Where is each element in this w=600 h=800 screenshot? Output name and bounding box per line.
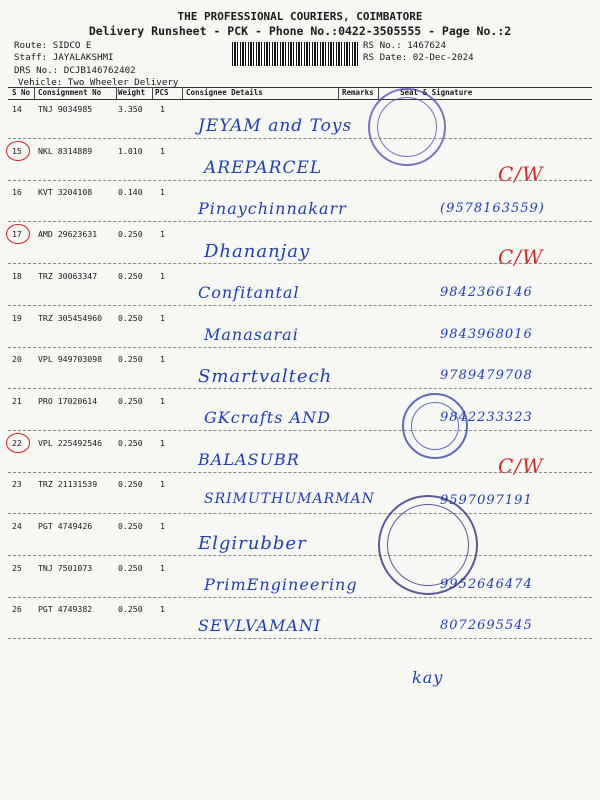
consignment-no-cell: PGT 4749426 [38,521,93,531]
sno-cell: 17 [12,229,22,239]
pcs-cell: 1 [160,521,165,531]
sno-cell: 25 [12,563,22,573]
consignee-handwritten: Smartvaltech [198,366,333,387]
weight-cell: 0.250 [118,521,143,531]
seal-stamp [402,393,468,459]
consignee-handwritten: GKcrafts AND [204,408,331,427]
consignment-no-cell: PRO 17020614 [38,396,98,406]
consignment-no-cell: AMD 29623631 [38,229,98,239]
col-weight: Weight [118,88,146,97]
consignment-no-cell: VPL 949703098 [38,354,103,364]
weight-cell: 0.250 [118,313,143,323]
sno-cell: 16 [12,187,22,197]
consignment-no-cell: TRZ 305454960 [38,313,103,323]
consignee-handwritten: Elgirubber [198,533,307,554]
col-consignment: Consignment No [38,88,102,97]
signature-phone: (9578163559) [440,201,545,216]
weight-cell: 0.250 [118,563,143,573]
weight-cell: 0.250 [118,438,143,448]
rs-date: RS Date: 02-Dec-2024 [363,52,474,64]
weight-cell: 0.250 [118,479,143,489]
company-title: THE PROFESSIONAL COURIERS, COIMBATORE [177,10,423,23]
pcs-cell: 1 [160,187,165,197]
signature-phone: 8072695545 [440,618,533,633]
consignee-handwritten: PrimEngineering [204,575,358,594]
signature-phone: 9842233323 [440,410,533,425]
weight-cell: 0.250 [118,271,143,281]
sno-cell: 19 [12,313,22,323]
consignment-no-cell: PGT 4749382 [38,604,93,614]
consignee-handwritten: Dhananjay [204,241,311,262]
weight-cell: 0.250 [118,229,143,239]
col-pcs: PCS [155,88,169,97]
consignee-handwritten: SRIMUTHUMARMAN [204,491,375,507]
route: Route: SIDCO E [14,40,92,51]
row-divider [8,430,592,431]
row-divider [8,221,592,222]
sno-cell: 20 [12,354,22,364]
remarks-cw: C/W [498,245,544,269]
weight-cell: 3.350 [118,104,143,114]
consignee-handwritten: SEVLVAMANI [198,616,322,635]
seal-stamp [368,88,446,166]
sno-cell: 15 [12,146,22,156]
handwritten-mark: kay [412,668,444,687]
sno-cell: 24 [12,521,22,531]
vehicle: Vehicle: Two Wheeler Delivery [18,77,179,89]
weight-cell: 0.250 [118,396,143,406]
row-divider [8,305,592,306]
weight-cell: 0.250 [118,604,143,614]
consignee-handwritten: AREPARCEL [204,158,323,178]
pcs-cell: 1 [160,438,165,448]
sno-cell: 22 [12,438,22,448]
consignee-handwritten: BALASUBR [198,450,300,469]
col-seal-signature: Seal & Signature [400,88,473,97]
consignee-handwritten: Manasarai [204,325,299,344]
consignment-no-cell: KVT 3204108 [38,187,93,197]
sno-cell: 23 [12,479,22,489]
red-circle-mark [6,433,30,453]
consignee-handwritten: Confitantal [198,283,300,302]
consignment-no-cell: TRZ 30063347 [38,271,98,281]
pcs-cell: 1 [160,104,165,114]
row-divider [8,638,592,639]
col-remarks: Remarks [342,88,374,97]
pcs-cell: 1 [160,271,165,281]
sno-cell: 21 [12,396,22,406]
row-divider [8,263,592,264]
row-divider [8,388,592,389]
staff: Staff: JAYALAKSHMI [14,52,114,64]
weight-cell: 0.140 [118,187,143,197]
pcs-cell: 1 [160,313,165,323]
sno-cell: 26 [12,604,22,614]
weight-cell: 0.250 [118,354,143,364]
row-divider [8,597,592,598]
row-divider [8,180,592,181]
consignment-no-cell: NKL 8314889 [38,146,93,156]
red-circle-mark [6,224,30,244]
rs-info [363,40,474,65]
signature-phone: 9843968016 [440,327,533,342]
pcs-cell: 1 [160,229,165,239]
red-circle-mark [6,141,30,161]
signature-phone: 9952646474 [440,577,533,592]
row-divider [8,138,592,139]
pcs-cell: 1 [160,396,165,406]
consignee-handwritten: JEYAM and Toys [198,116,353,136]
runsheet-subtitle: Delivery Runsheet - PCK - Phone No.:0422-3505555 - Page No.:2 [88,24,512,38]
signature-phone: 9842366146 [440,285,533,300]
barcode [232,42,358,66]
weight-cell: 1.010 [118,146,143,156]
security-seal-stamp [378,495,478,595]
signature-phone: 9597097191 [440,493,533,508]
signature-phone: 9789479708 [440,368,533,383]
pcs-cell: 1 [160,354,165,364]
consignment-no-cell: TRZ 21131539 [38,479,98,489]
rs-number: RS No.: 1467624 [363,40,446,51]
pcs-cell: 1 [160,479,165,489]
remarks-cw: C/W [498,454,544,478]
route-info [14,40,178,90]
pcs-cell: 1 [160,146,165,156]
row-divider [8,513,592,514]
consignee-handwritten: Pinaychinnakarr [198,199,347,218]
consignment-no-cell: VPL 225492546 [38,438,103,448]
col-sno: S No [12,88,31,97]
pcs-cell: 1 [160,604,165,614]
sno-cell: 14 [12,104,22,114]
consignment-no-cell: TNJ 7501073 [38,563,93,573]
row-divider [8,555,592,556]
row-divider [8,347,592,348]
remarks-cw: C/W [498,162,544,186]
drs-number: DRS No.: DCJB146762402 [14,64,136,76]
row-divider [8,472,592,473]
pcs-cell: 1 [160,563,165,573]
consignment-no-cell: TNJ 9034985 [38,104,93,114]
col-consignee: Consignee Details [186,88,263,97]
sno-cell: 18 [12,271,22,281]
